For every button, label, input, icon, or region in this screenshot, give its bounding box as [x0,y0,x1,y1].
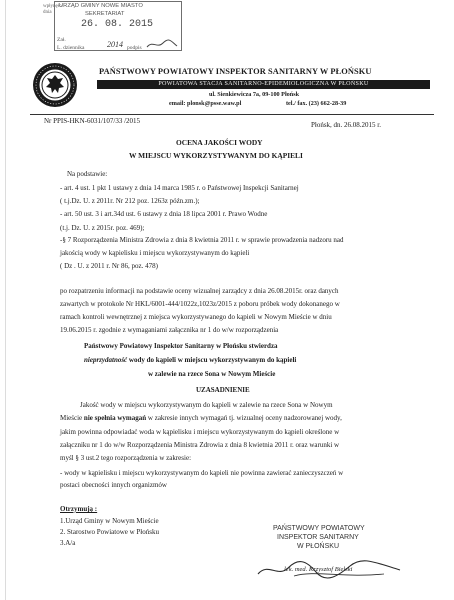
considering-line: po rozpatrzeniu informacji na podstawie oceny wizualnej zarządcy z dnia 26.08.2015r. oraz danych [60,287,339,295]
recipients-heading: Otrzymują : [60,505,98,513]
scan-margin-line [5,0,6,600]
organization-email: email: plonsk@psse.waw.pl [169,100,242,107]
decision-line-rest: wody do kąpieli w miejscu wykorzystywanym do kąpieli [127,356,297,364]
justification-line: - wody w kąpielisku i miejscu wykorzystywanym do kąpieli nie powinna zawierać zanieczyszczeń w [60,469,344,477]
decision-line: Państwowy Powiatowy Inspektor Sanitarny w Płońsku stwierdza [84,342,278,350]
received-stamp [54,1,182,51]
justification-heading: UZASADNIENIE [196,386,250,394]
considering-line: 19.06.2015 r. zgodnie z wymaganiami załącznika nr 1 do w/w rozporządzenia [60,326,279,334]
legal-basis-item: ( Dz . U. z 2011 r. Nr 86, poz. 478) [60,262,158,270]
justification-text: Mieście [60,414,84,422]
justification-line: załączniku nr 1 do w/w Rozporządzenia Ministra Zdrowia z dnia 8 kwietnia 2011 r. oraz warunki w [60,441,340,449]
organization-bar: POWIATOWA STACJA SANITARNO-EPIDEMIOLOGICZNA W PŁOŃSKU [97,80,430,89]
stamp-journal-number: 2014 [107,40,123,49]
stamp-attachment-label: Zał. [57,37,66,43]
decision-line [84,356,296,365]
signer-name: lek. med. Krzysztof Bielski [284,566,353,573]
considering-line: zawartych w protokole Nr HKL/6001-444/1022z,1023z/2015 z poboru próbek wody dokonanego w [60,300,340,308]
stamp-signature-label: podpis [127,45,142,51]
justification-line: myśl § 3 ust.2 tego rozporządzenia w zakresie: [60,454,192,462]
recipient-item: 1.Urząd Gminy w Nowym Mieście [60,517,159,525]
legal-basis-intro: Na podstawie: [67,170,108,178]
sign-block-title: INSPEKTOR SANITARNY [277,534,359,541]
considering-line: ramach kontroli wewnętrznej z miejsca wykorzystywanego do kąpieli w Nowym Mieście w dniu [60,313,332,321]
justification-line [60,414,342,423]
reference-number: Nr PPIS-HKN-6031/107/33 /2015 [44,117,141,125]
legal-basis-item: (t.j. Dz. U. z 2015r. poz. 469); [60,224,145,232]
legal-basis-item: - art. 50 ust. 3 i art.34d ust. 6 ustawy z dnia 18 lipca 2001 r. Prawo Wodne [60,210,268,218]
justification-line: jakim powinna odpowiadać woda w kąpielisku i miejscu wykorzystywanym do kąpieli określone w [60,428,340,436]
legal-basis-item: - art. 4 ust. 1 pkt 1 ustawy z dnia 14 marca 1985 r. o Państwowej Inspekcji Sanitarnej [60,184,299,192]
document-subtitle: W MIEJSCU WYKORZYSTYWANYM DO KĄPIELI [129,151,303,160]
justification-line: postaci obecności innych organizmów [60,481,167,489]
stamp-date: 26. 08. 2015 [81,19,154,30]
stamp-office: URZĄD GMINY NOWE MIASTO [59,3,143,9]
sign-block-title: W PŁOŃSKU [297,543,340,550]
legal-basis-item: ( t.j.Dz. U. z 2011r. Nr 212 poz. 1263z późn.zm.); [60,197,200,205]
stamp-journal-label: L. dziennika [57,45,85,51]
recipient-item: 3.A/a [60,539,76,547]
header-divider [30,114,434,115]
recipient-item: 2. Starostwo Powiatowe w Płońsku [60,528,159,536]
place-date: Płońsk, dn. 26.08.2015 r. [311,121,382,129]
organization-address: ul. Sienkiewicza 7a, 09-100 Płońsk [209,91,300,98]
stamp-side-text: wpłynęło dnia [43,4,62,15]
decision-location: w zalewie na rzece Sona w Nowym Mieście [148,370,276,378]
stamp-signature-scribble [145,38,179,50]
justification-text: w zakresie innych wymagań tj. wizualnej oceny nadzorowanej wody, [146,414,342,422]
stamp-secretariat: SEKRETARIAT [85,11,125,17]
document-title: OCENA JAKOŚCI WODY [176,138,263,147]
legal-basis-item: jakością wody w kąpielisku i miejscu wykorzystywanym do kąpieli [60,249,250,257]
organization-name: PAŃSTWOWY POWIATOWY INSPEKTOR SANITARNY W PŁOŃSKU [99,67,372,76]
justification-line: Jakość wody w miejscu wykorzystywanym do kąpieli w zalewie na rzece Sona w Nowym [80,401,333,409]
organization-phone: tel./ fax. (23) 662-28-39 [286,100,347,107]
justification-emphasis: nie spełnia wymagań [83,414,147,422]
sanepid-emblem-icon [32,62,78,108]
legal-basis-item: -§ 7 Rozporządzenia Ministra Zdrowia z dnia 8 kwietnia 2011 r. w sprawie prowadzenia nadzoru nad [60,236,344,244]
decision-emphasis: nieprzydatność [84,356,128,364]
sign-block-title: PAŃSTWOWY POWIATOWY [273,525,365,532]
